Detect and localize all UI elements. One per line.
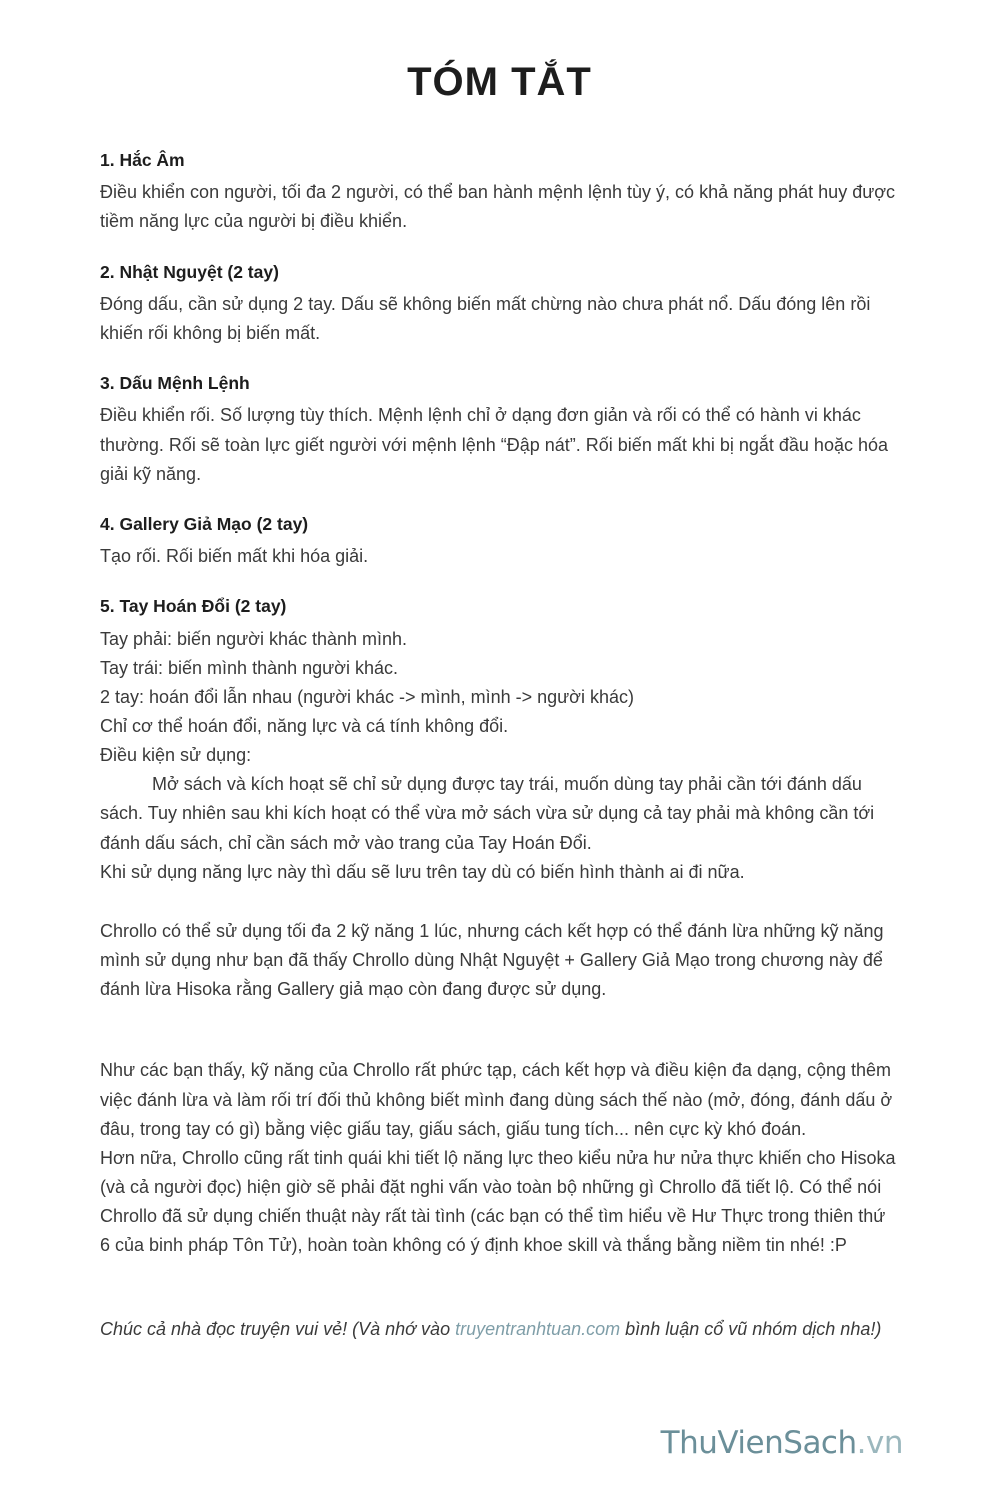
section-body — [100, 290, 899, 348]
closing-text-before: Chúc cả nhà đọc truyện vui vẻ! (Và nhớ vào — [100, 1319, 456, 1340]
section-paragraph: Tạo rối. Rối biến mất khi hóa giải. — [100, 546, 369, 567]
section-body — [100, 542, 899, 571]
body-paragraph: Hơn nữa, Chrollo cũng rất tinh quái khi tiết lộ năng lực theo kiểu nửa hư nửa thực khiến cho Hisoka (và cả người đọc) hiện giờ sẽ phải đặt nghi vấn vào toàn bộ những gì Chrollo đã tiết lộ. Có thể nói Chrollo đã sử dụng chiến thuật này rất tài tình (các bạn có thể tìm hiểu về Hư Thực trong thiên thứ 6 của binh pháp Tôn Tử), hoàn toàn không có ý định khoe skill và thắng bằng niềm tin nhé! :P — [100, 1147, 896, 1256]
section-body — [100, 178, 899, 236]
section-closing-line: Khi sử dụng năng lực này thì dấu sẽ lưu trên tay dù có biến hình thành ai đi nữa. — [100, 861, 745, 882]
watermark-tld: .vn — [856, 1425, 903, 1461]
section-heading: 1. Hắc Âm — [100, 150, 185, 170]
section-gallery-gia-mao — [100, 511, 899, 571]
section-paragraph: Điều khiển rối. Số lượng tùy thích. Mệnh lệnh chỉ ở dạng đơn giản và rối có thể có hành vi khác thường. Rối sẽ toàn lực giết người với mệnh lệnh “Đập nát”. Rối biến mất khi bị ngắt đầu hoặc hóa giải kỹ năng. — [100, 405, 888, 484]
section-indented-paragraph: Mở sách và kích hoạt sẽ chỉ sử dụng được tay trái, muốn dùng tay phải cần tới đánh dấu sách. Tuy nhiên sau khi kích hoạt có thể vừa mở sách vừa sử dụng cả tay phải mà không cần tới đánh dấu sách, chỉ cần sách mở vào trang của Tay Hoán Đổi. — [100, 774, 875, 853]
paragraph-block-combo — [100, 917, 899, 1004]
section-body — [100, 625, 899, 887]
section-heading: 4. Gallery Giả Mạo (2 tay) — [100, 513, 309, 534]
section-paragraph: 2 tay: hoán đổi lẫn nhau (người khác -> mình, mình -> người khác) — [100, 686, 634, 707]
section-tay-hoan-doi — [100, 593, 899, 887]
section-paragraph: Điều khiển con người, tối đa 2 người, có thể ban hành mệnh lệnh tùy ý, có khả năng phát huy được tiềm năng lực của người bị điều khiển. — [100, 182, 896, 232]
section-hac-am — [100, 147, 899, 237]
section-dau-menh-lenh — [100, 370, 899, 489]
body-paragraph: Chrollo có thể sử dụng tối đa 2 kỹ năng 1 lúc, nhưng cách kết hợp có thể đánh lừa những kỹ năng mình sử dụng như bạn đã thấy Chrollo dùng Nhật Nguyệt + Gallery Giả Mạo trong chương này để đánh lừa Hisoka rằng Gallery giả mạo còn đang được sử dụng. — [100, 920, 884, 1000]
paragraph-block-analysis — [100, 1056, 899, 1260]
section-nhat-nguyet — [100, 259, 899, 349]
section-paragraph: Đóng dấu, cần sử dụng 2 tay. Dấu sẽ không biến mất chừng nào chưa phát nổ. Dấu đóng lên rồi khiến rối không bị biến mất. — [100, 293, 871, 343]
watermark — [661, 1425, 903, 1461]
website-link[interactable]: truyentranhtuan.com — [455, 1319, 621, 1340]
body-paragraph: Như các bạn thấy, kỹ năng của Chrollo rất phức tạp, cách kết hợp và điều kiện đa dạng, cộng thêm việc đánh lừa và làm rối trí đối thủ không biết mình đang dùng sách thế nào (mở, đóng, đánh dấu ở đâu, trong tay có gì) bằng việc giấu tay, giấu sách, giấu tung tích... nên cực kỳ khó đoán. — [100, 1060, 893, 1139]
section-paragraph: Tay trái: biến mình thành người khác. — [100, 657, 399, 678]
section-heading: 3. Dấu Mệnh Lệnh — [100, 373, 250, 394]
section-heading: 5. Tay Hoán Đổi (2 tay) — [100, 596, 287, 617]
section-paragraph: Điều kiện sử dụng: — [100, 745, 252, 766]
section-body — [100, 401, 899, 488]
section-paragraph: Tay phải: biến người khác thành mình. — [100, 628, 408, 649]
section-paragraph: Chỉ cơ thể hoán đổi, năng lực và cá tính không đổi. — [100, 715, 509, 736]
page-title: TÓM TẮT — [407, 60, 592, 104]
closing-note — [100, 1315, 899, 1344]
closing-text-after: bình luận cổ vũ nhóm dịch nha!) — [620, 1319, 882, 1340]
watermark-main: ThuVienSach — [660, 1425, 857, 1461]
section-heading: 2. Nhật Nguyệt (2 tay) — [100, 261, 279, 282]
